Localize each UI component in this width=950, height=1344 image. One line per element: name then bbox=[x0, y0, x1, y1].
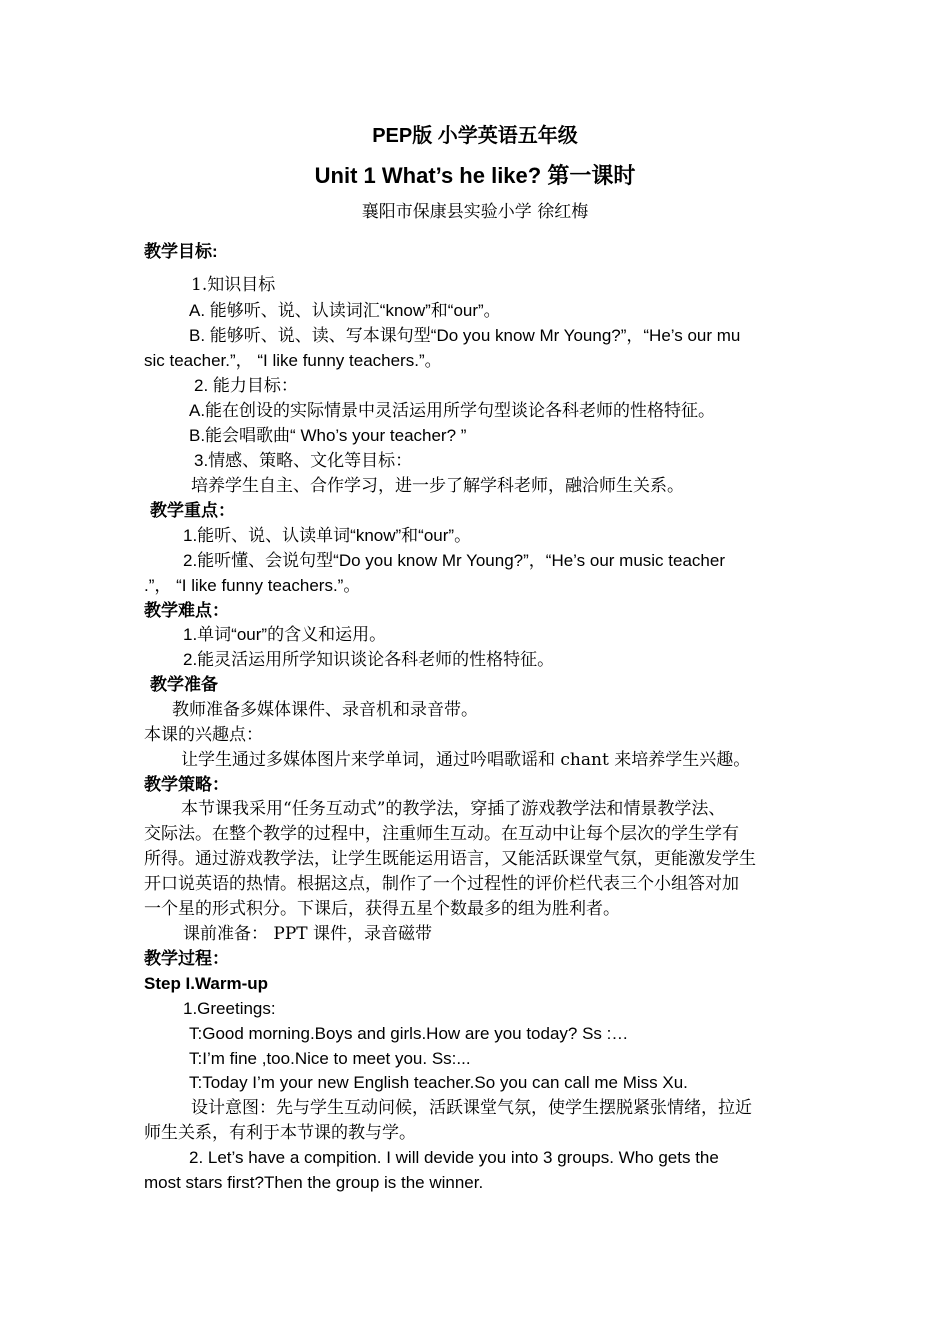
knowledge-goal-title: 1.知识目标 bbox=[191, 275, 276, 295]
strategy-line-1: 本节课我采用“任务互动式”的教学法，穿插了游戏教学法和情景教学法、 bbox=[181, 799, 726, 819]
dialogue-line-3: T:Today I’m your new English teacher.So you can call me Miss Xu. bbox=[189, 1073, 688, 1092]
preparation-heading: 教学准备 bbox=[150, 675, 218, 694]
emotion-goal-text: 培养学生自主、合作学习，进一步了解学科老师，融洽师生关系。 bbox=[191, 476, 684, 496]
key-point-1: 1.能听、说、认读单词“know”和“our”。 bbox=[183, 526, 472, 545]
strategy-line-3: 所得。通过游戏教学法，让学生既能运用语言，又能活跃课堂气氛，更能激发学生 bbox=[144, 849, 756, 869]
strategy-line-4: 开口说英语的热情。根据这点，制作了一个过程性的评价栏代表三个小组答对加 bbox=[144, 874, 739, 894]
emotion-goal-title: 3.情感、策略、文化等目标： bbox=[194, 451, 413, 470]
competition-line2: most stars first?Then the group is the winner. bbox=[144, 1173, 484, 1192]
dialogue-line-2: T:I’m fine ,too.Nice to meet you. Ss:... bbox=[189, 1049, 471, 1068]
dialogue-line-1: T:Good morning.Boys and girls.How are you today? Ss :… bbox=[189, 1024, 629, 1043]
key-point-2-line1: 2.能听懂、会说句型“Do you know Mr Young?”，“He’s our music teacher bbox=[183, 551, 725, 570]
strategy-line-5: 一个星的形式积分。下课后，获得五星个数最多的组为胜利者。 bbox=[144, 899, 620, 919]
interest-heading: 本课的兴趣点： bbox=[144, 725, 263, 745]
ability-goal-a: A.能在创设的实际情景中灵活运用所学句型谈论各科老师的性格特征。 bbox=[189, 401, 716, 420]
design-intent-line2: 师生关系，有利于本节课的教与学。 bbox=[144, 1123, 416, 1143]
step-1-heading: Step I.Warm-up bbox=[144, 974, 269, 993]
doc-title-edition: PEP版 小学英语五年级 bbox=[372, 125, 578, 147]
greetings-title: 1.Greetings: bbox=[183, 999, 276, 1018]
doc-author: 襄阳市保康县实验小学 徐红梅 bbox=[361, 202, 589, 222]
preparation-text: 教师准备多媒体课件、录音机和录音带。 bbox=[172, 700, 478, 720]
pre-class-preparation: 课前准备： PPT 课件，录音磁带 bbox=[183, 924, 433, 944]
knowledge-goal-b-line1: B. 能够听、说、读、写本课句型“Do you know Mr Young?”，“He’s our mu bbox=[189, 326, 741, 345]
key-points-heading: 教学重点： bbox=[150, 501, 235, 520]
doc-title-unit: Unit 1 What’s he like? 第一课时 bbox=[314, 163, 636, 188]
knowledge-goal-a: A. 能够听、说、认读词汇“know”和“our”。 bbox=[189, 301, 501, 320]
difficulty-1: 1.单词“our”的含义和运用。 bbox=[183, 625, 387, 644]
knowledge-goal-b-line2: sic teacher.”， “I like funny teachers.”。 bbox=[144, 351, 442, 370]
ability-goal-title: 2. 能力目标： bbox=[194, 376, 298, 395]
goals-heading: 教学目标: bbox=[144, 242, 218, 261]
strategy-heading: 教学策略： bbox=[144, 775, 229, 794]
interest-text: 让学生通过多媒体图片来学单词，通过吟唱歌谣和 chant 来培养学生兴趣。 bbox=[181, 750, 751, 770]
process-heading: 教学过程： bbox=[144, 949, 229, 968]
strategy-line-2: 交际法。在整个教学的过程中，注重师生互动。在互动中让每个层次的学生学有 bbox=[144, 824, 739, 844]
key-point-2-line2: .”， “I like funny teachers.”。 bbox=[144, 576, 361, 595]
competition-line1: 2. Let’s have a compition. I will devide you into 3 groups. Who gets the bbox=[189, 1148, 719, 1167]
design-intent-line1: 设计意图：先与学生互动问候，活跃课堂气氛，使学生摆脱紧张情绪，拉近 bbox=[191, 1098, 752, 1118]
difficulties-heading: 教学难点： bbox=[144, 601, 229, 620]
ability-goal-b: B.能会唱歌曲“ Who’s your teacher? ” bbox=[189, 426, 467, 445]
difficulty-2: 2.能灵活运用所学知识谈论各科老师的性格特征。 bbox=[183, 650, 555, 669]
